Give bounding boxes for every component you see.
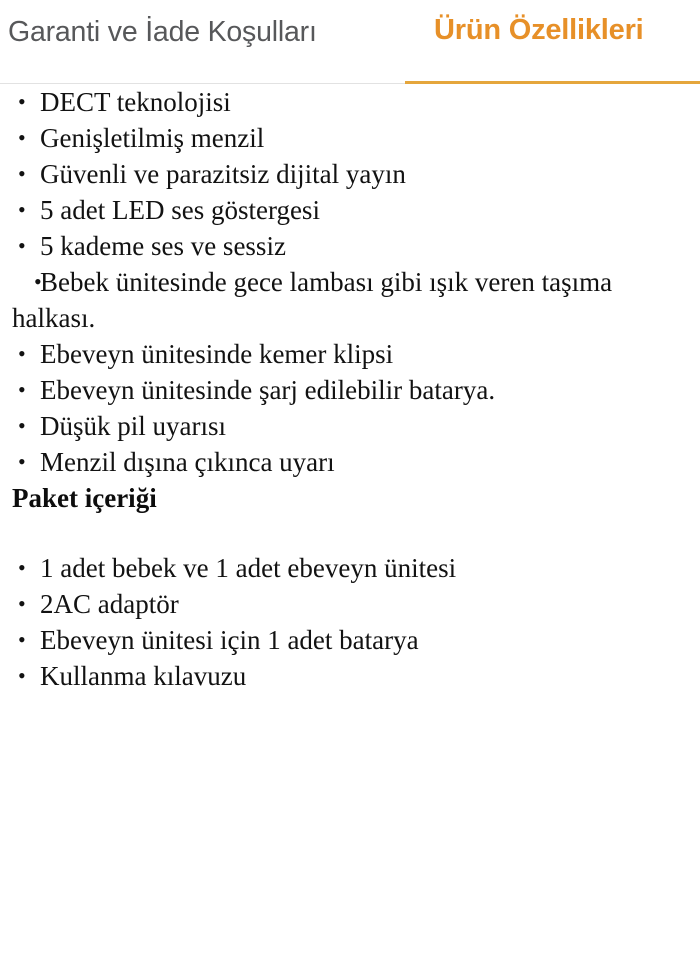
feature-list-item-label: Genişletilmiş menzil [40, 123, 265, 153]
bullet-icon: • [18, 341, 26, 366]
feature-list-item [0, 156, 700, 192]
feature-list-item [0, 84, 700, 120]
tab-product-features[interactable]: Ürün Özellikleri [434, 14, 644, 46]
feature-list-item [0, 372, 700, 408]
feature-list-item-label: DECT teknolojisi [40, 87, 231, 117]
feature-list-item-label: 5 kademe ses ve sessiz [40, 231, 286, 261]
feature-list-item-label: Ebeveyn ünitesinde kemer klipsi [40, 339, 394, 369]
tab-bar [0, 0, 700, 84]
bullet-icon: • [34, 269, 42, 294]
package-contents-list [0, 550, 700, 694]
package-list-item-label: Ebeveyn ünitesi için 1 adet batarya [40, 625, 419, 655]
feature-list-item [0, 336, 700, 372]
bullet-icon: • [18, 449, 26, 474]
section-spacer [0, 516, 700, 550]
feature-list-item-label: Güvenli ve parazitsiz dijital yayın [40, 159, 406, 189]
bullet-icon: • [18, 591, 26, 616]
package-list-item [0, 586, 700, 622]
bullet-icon: • [18, 627, 26, 652]
feature-list-item [0, 444, 700, 480]
feature-list-item-label: Bebek ünitesinde gece lambası gibi ışık veren taşıma halkası. [12, 267, 613, 333]
product-features-panel [0, 84, 700, 980]
feature-list-item-label: Düşük pil uyarısı [40, 411, 226, 441]
bullet-icon: • [18, 413, 26, 438]
bullet-icon: • [18, 555, 26, 580]
package-list-item [0, 550, 700, 586]
package-list-item [0, 622, 700, 658]
tab-warranty-and-return-conditions[interactable]: Garanti ve İade Koşulları [8, 16, 317, 48]
package-list-item-label: 1 adet bebek ve 1 adet ebeveyn ünitesi [40, 553, 457, 583]
product-features-list [0, 84, 700, 480]
feature-list-item [0, 192, 700, 228]
bullet-icon: • [18, 663, 26, 688]
feature-list-item-label: Ebeveyn ünitesinde şarj edilebilir batarya. [40, 375, 496, 405]
bullet-icon: • [18, 197, 26, 222]
bullet-icon: • [18, 89, 26, 114]
bullet-icon: • [18, 377, 26, 402]
bullet-icon: • [18, 233, 26, 258]
feature-list-item [0, 228, 700, 264]
package-list-item [0, 658, 700, 694]
package-list-item-label: 2AC adaptör [40, 589, 179, 619]
feature-list-item-label: 5 adet LED ses göstergesi [40, 195, 320, 225]
feature-list-item [0, 408, 700, 444]
package-list-item-label: Kullanma kılavuzu [40, 661, 247, 691]
feature-list-item-label: Menzil dışına çıkınca uyarı [40, 447, 335, 477]
bullet-icon: • [18, 161, 26, 186]
feature-list-item [0, 120, 700, 156]
bullet-icon: • [18, 125, 26, 150]
package-contents-heading: Paket içeriği [12, 483, 157, 513]
feature-list-item [0, 264, 700, 336]
